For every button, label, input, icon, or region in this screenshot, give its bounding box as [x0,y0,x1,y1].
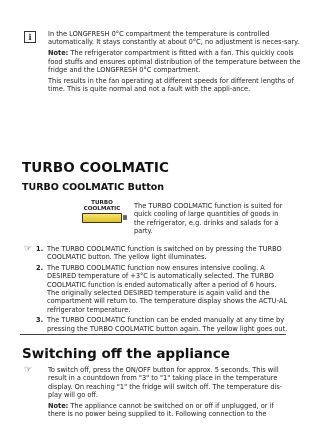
info-text [48,30,302,96]
info-paragraph-2 [48,49,302,74]
step-number: 1. [36,245,44,253]
button-label-line-1: TURBO [91,200,113,206]
note-label: Note: [48,401,69,410]
info-paragraph-1: In the LONGFRESH 0°C compartment the temperature is controlled automatically. It stays constantly at about 0°C, no adjustment is neces-sary. [48,30,300,47]
turbo-intro: The TURBO COOLMATIC function is suited for quick cooling of large quantities of goods in the refrigerator, e.g. drinks and salads for a party. [134,202,283,236]
note-text: The appliance cannot be switched on or off if unplugged, or if there is no power being supplied to it. Following connection to the [48,401,274,419]
step-text: The TURBO COOLMATIC function is switched on by pressing the TURBO COOLMATIC button. The yellow light illuminates. [47,245,282,262]
info-icon: i [24,31,36,43]
step-item [36,264,290,314]
step-number: 2. [36,263,44,272]
switching-paragraph-1: To switch off, press the ON/OFF button for approx. 5 seconds. This will result in a countdown from "3" to "1" taking place in the temperature display. On reaching "1" the fridge will switch off. The temperature dis-play will go off. [48,366,283,400]
note-label: Note: [48,49,69,58]
pointing-hand-icon: ☞ [24,365,33,375]
turbo-heading: TURBO COOLMATIC [22,160,169,176]
button-label-line-2: COOLMATIC [83,206,121,212]
switching-paragraph-2 [48,402,290,419]
switching-text [48,366,290,420]
note-text: The refrigerator compartment is fitted with a fan. This quickly cools food stuffs and ensures optimal distribution of the temperature between the fridge and the LONGFRESH 0°C compartment. [48,49,301,75]
step-item [36,245,290,262]
turbo-steps [36,245,290,335]
step-text: The TURBO COOLMATIC function can be ended manually at any time by pressing the TURBO COOLMATIC button again. The yellow light goes out. [47,316,288,333]
pointing-hand-icon: ☞ [24,244,33,254]
step-item [36,316,290,333]
step-text: The TURBO COOLMATIC function now ensures intensive cooling. A DESIRED temperature of +3°C is automatically selected. The TURBO COOLMATIC function is ended automatically after a period of 6 hours. The originally selected DESIRED temperature is again valid and the compartment will return to. The temperature display shows the ACTU-AL refrigerator temperature. [47,263,288,314]
step-number: 3. [36,316,44,325]
info-box [20,22,301,150]
switching-heading: Switching off the appliance [22,346,230,362]
section-divider [20,334,286,335]
turbo-subheading: TURBO COOLMATIC Button [22,182,165,193]
turbo-coolmatic-button-illustration [82,200,128,224]
info-paragraph-3: This results in the fan operating at different speeds for different lengths of time. This is quite normal and not a fault with the appli-ance. [48,77,294,94]
yellow-light-icon [82,213,122,223]
